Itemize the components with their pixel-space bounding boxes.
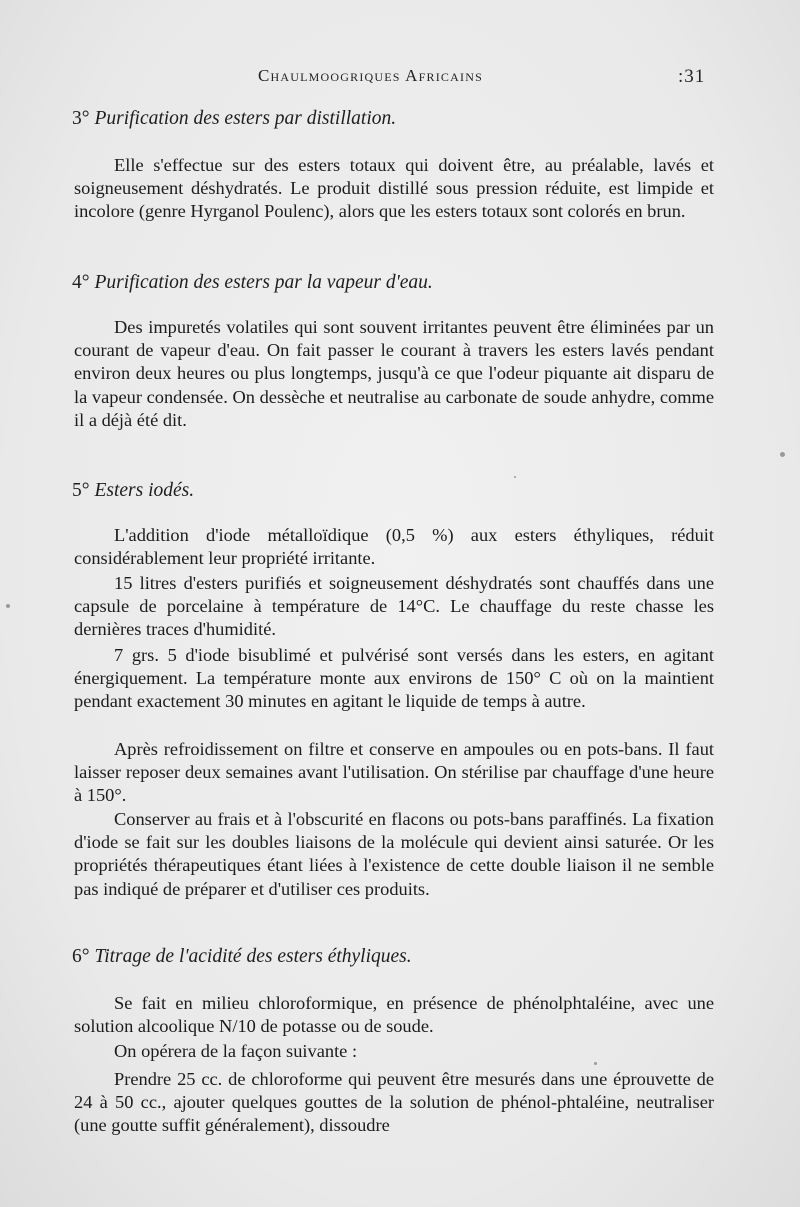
paragraph: 15 litres d'esters purifiés et soigneusement déshydratés sont chauffés dans une capsule de porcelaine à température de 14°C. Le chauffage du reste chasse les dernières traces d'humidité. bbox=[74, 573, 714, 640]
section-title: Titrage de l'acidité des esters éthyliques. bbox=[94, 946, 412, 967]
paragraph: 7 grs. 5 d'iode bisublimé et pulvérisé sont versés dans les esters, en agitant énergiquement. La température monte aux environs de 150° C où on la maintient pendant exactement 30 minutes en agitant le liquide de temps à autre. bbox=[74, 645, 714, 712]
paragraph: Des impuretés volatiles qui sont souvent irritantes peuvent être éliminées par un courant de vapeur d'eau. On fait passer le courant à travers les esters lavés pendant environ deux heures ou plus longtemps, jusqu'à ce que l'odeur piquante ait disparu de la vapeur condensée. On dessèche et neutralise au carbonate de soude anhydre, comme il a déjà été dit. bbox=[74, 317, 714, 430]
paragraph: Se fait en milieu chloroformique, en présence de phénolphtaléine, avec une solution alcoolique N/10 de potasse ou de soude. bbox=[74, 993, 714, 1037]
page-number: :31 bbox=[678, 66, 706, 87]
section-heading-3 bbox=[72, 108, 396, 130]
section-number: 5° bbox=[72, 480, 90, 501]
paragraph: Après refroidissement on filtre et conserve en ampoules ou en pots-bans. Il faut laisser reposer deux semaines avant l'utilisation. On stérilise par chauffage d'une heure à 150°. bbox=[74, 739, 714, 806]
scan-speck bbox=[780, 452, 785, 457]
section-title: Purification des esters par la vapeur d'eau. bbox=[94, 272, 433, 293]
paragraph: Conserver au frais et à l'obscurité en flacons ou pots-bans paraffinés. La fixation d'iode se fait sur les doubles liaisons de la molécule qui devient ainsi saturée. Or les propriétés thérapeutiques étant liées à l'existence de cette double liaison il ne semble pas indiqué de préparer et d'utiliser ces produits. bbox=[74, 809, 714, 899]
section-number: 6° bbox=[72, 946, 90, 967]
paragraph: On opérera de la façon suivante : bbox=[114, 1041, 358, 1061]
scan-speck bbox=[594, 1062, 597, 1065]
section-number: 3° bbox=[72, 108, 90, 129]
section-heading-6 bbox=[72, 946, 412, 968]
paragraph: Elle s'effectue sur des esters totaux qui doivent être, au préalable, lavés et soigneusement déshydratés. Le produit distillé sous pression réduite, est limpide et incolore (genre Hyrganol Poulenc), alors que les esters totaux sont colorés en brun. bbox=[74, 155, 714, 222]
paragraph: L'addition d'iode métalloïdique (0,5 %) aux esters éthyliques, réduit considérablement leur propriété irritante. bbox=[74, 525, 714, 569]
section-number: 4° bbox=[72, 272, 90, 293]
scan-speck bbox=[514, 476, 516, 478]
section-heading-5 bbox=[72, 480, 194, 502]
page-header bbox=[0, 66, 800, 96]
paragraph: Prendre 25 cc. de chloroforme qui peuvent être mesurés dans une éprouvette de 24 à 50 cc., ajouter quelques gouttes de la solution de phénol-phtaléine, neutraliser (une goutte suffit généralement), dissoudre bbox=[74, 1069, 714, 1136]
running-title: Chaulmoogriques Africains bbox=[258, 66, 483, 85]
section-title: Esters iodés. bbox=[94, 480, 195, 501]
scan-speck bbox=[6, 604, 10, 608]
section-heading-4 bbox=[72, 272, 433, 294]
section-title: Purification des esters par distillation. bbox=[94, 108, 397, 129]
